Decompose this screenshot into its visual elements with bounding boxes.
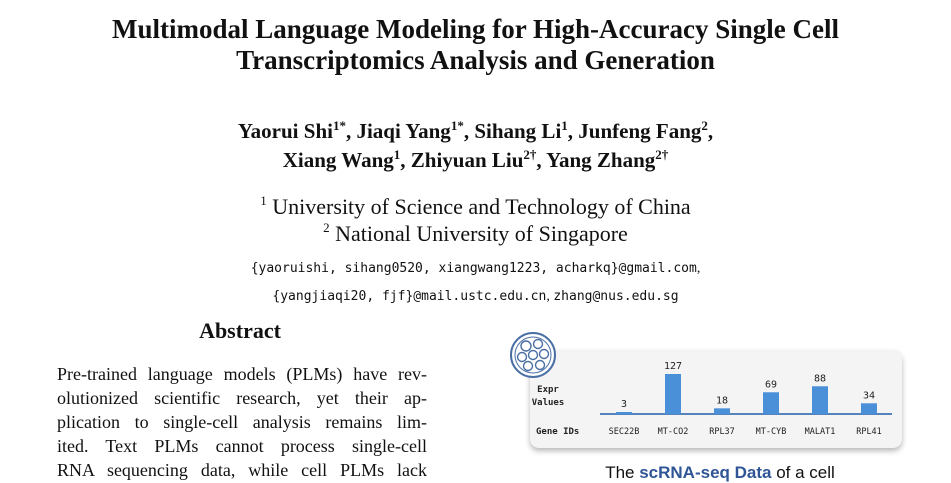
gene-tick-label: RPL37 bbox=[709, 427, 735, 437]
gene-tick-label: MT-CO2 bbox=[657, 427, 689, 437]
bar-value-label: 34 bbox=[862, 390, 876, 402]
author-line-2 bbox=[0, 146, 951, 175]
bar-rpl37 bbox=[714, 408, 730, 414]
email-block bbox=[0, 255, 951, 311]
email-address: zhang@nus.edu.sg bbox=[553, 289, 679, 304]
email-separator: , bbox=[696, 261, 701, 276]
author-name: Yaorui Shi bbox=[237, 119, 333, 143]
author-name: Xiang Wang bbox=[282, 148, 394, 172]
title-line-2: Transcriptomics Analysis and Generation bbox=[236, 45, 715, 75]
gene-tick-label: MT-CYB bbox=[755, 427, 787, 437]
caption-text: The bbox=[605, 463, 640, 482]
bar-value-label: 127 bbox=[663, 361, 683, 372]
x-axis-label: Gene IDs bbox=[536, 427, 580, 437]
bar-rpl41 bbox=[861, 403, 877, 414]
abstract-line: RNA sequencing data, while cell PLMs lack bbox=[57, 460, 427, 480]
bar-value-label: 3 bbox=[620, 399, 628, 410]
author-list bbox=[0, 117, 951, 175]
bar-malat1 bbox=[812, 386, 828, 414]
affiliation-number: 1 bbox=[260, 193, 267, 208]
author-name: Jiaqi Yang bbox=[356, 119, 451, 143]
bar-sec22b bbox=[616, 412, 632, 414]
email-line-2 bbox=[0, 283, 951, 311]
expression-bar-chart bbox=[530, 350, 902, 448]
author-line-1 bbox=[0, 117, 951, 146]
title-line-1: Multimodal Language Modeling for High-Accuracy Single Cell bbox=[112, 14, 839, 44]
author-affil-mark: 2 bbox=[701, 118, 708, 133]
author-separator: , bbox=[463, 119, 475, 143]
author-affil-mark: 1* bbox=[450, 118, 464, 133]
gene-tick-label: SEC22B bbox=[608, 427, 640, 437]
bar-value-label: 88 bbox=[813, 373, 827, 385]
gene-tick-label: MALAT1 bbox=[804, 427, 836, 437]
caption-highlight: scRNA-seq Data bbox=[639, 463, 772, 482]
email-line-1 bbox=[0, 255, 951, 283]
y-axis-label: Values bbox=[531, 398, 565, 408]
affiliation-number: 2 bbox=[323, 220, 330, 235]
y-axis-label: Expr bbox=[537, 385, 559, 395]
affiliation-name: National University of Singapore bbox=[335, 221, 628, 246]
author-name: Sihang Li bbox=[474, 119, 562, 143]
abstract-line: ited. Text PLMs cannot process single-cell bbox=[57, 436, 427, 456]
author-name: Yang Zhang bbox=[546, 148, 656, 172]
email-address: {yaoruishi, sihang0520, xiangwang1223, acharkq}@gmail.com bbox=[250, 261, 697, 276]
paper-title bbox=[0, 14, 951, 76]
email-separator: , bbox=[546, 289, 554, 304]
abstract-heading: Abstract bbox=[199, 318, 281, 343]
affiliation bbox=[0, 220, 951, 247]
author-affil-mark: 1* bbox=[332, 118, 346, 133]
author-name: Junfeng Fang bbox=[578, 119, 702, 143]
author-separator: , bbox=[345, 119, 357, 143]
bar-mt-co2 bbox=[665, 374, 681, 414]
author-separator: , bbox=[536, 148, 547, 172]
affiliations bbox=[0, 193, 951, 247]
author-affil-mark: 2† bbox=[655, 147, 669, 162]
abstract-line: olutionized scientific research, yet their ap- bbox=[57, 388, 427, 408]
figure-caption bbox=[520, 463, 920, 483]
bar-value-label: 18 bbox=[715, 395, 729, 407]
abstract-body bbox=[57, 362, 427, 482]
author-affil-mark: 1 bbox=[393, 147, 401, 162]
abstract-line: plication to single-cell analysis remains lim- bbox=[57, 412, 427, 432]
author-separator: , bbox=[400, 148, 411, 172]
affiliation bbox=[0, 193, 951, 220]
abstract-line: Pre-trained language models (PLMs) have rev- bbox=[57, 364, 427, 384]
affiliation-name: University of Science and Technology of China bbox=[272, 194, 691, 219]
author-name: Zhiyuan Liu bbox=[410, 148, 524, 172]
bar-mt-cyb bbox=[763, 392, 779, 414]
author-affil-mark: 2† bbox=[523, 147, 537, 162]
email-address: {yangjiaqi20, fjf}@mail.ustc.edu.cn bbox=[272, 289, 547, 304]
bar-value-label: 69 bbox=[764, 379, 778, 391]
author-separator: , bbox=[567, 119, 579, 143]
chart-marks bbox=[609, 361, 882, 437]
caption-text: of a cell bbox=[771, 463, 835, 482]
gene-tick-label: RPL41 bbox=[856, 427, 882, 437]
author-separator: , bbox=[707, 119, 714, 143]
author-affil-mark: 1 bbox=[561, 118, 568, 133]
